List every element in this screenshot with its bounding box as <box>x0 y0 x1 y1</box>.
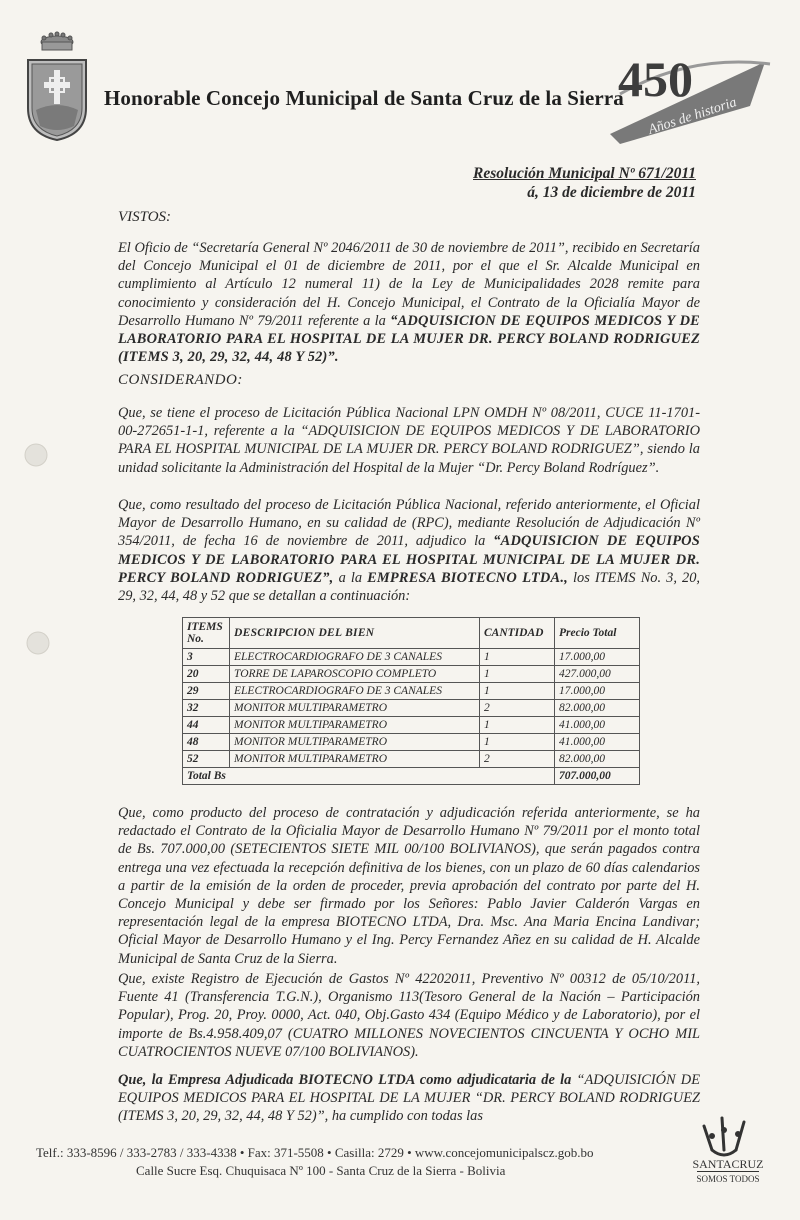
column-header-total-price: Precio Total <box>555 618 640 649</box>
table-row: 3 ELECTROCARDIOGRAFO DE 3 CANALES 1 17.000,00 <box>183 649 640 666</box>
council-title: Honorable Concejo Municipal de Santa Cruz de la Sierra <box>104 86 624 110</box>
considerando-heading: CONSIDERANDO: <box>118 372 243 388</box>
anniversary-text: Años de historia <box>646 95 739 138</box>
table-row: 20 TORRE DE LAPAROSCOPIO COMPLETO 1 427.000,00 <box>183 666 640 683</box>
vistos-heading: VISTOS: <box>118 209 172 225</box>
considerando-paragraph-4: Que, existe Registro de Ejecución de Gastos Nº 42202011, Preventivo Nº 00312 de 05/10/2011, Fuente 41 (Transferencia T.G.N.), Organismo 113(Tesoro General de la Nación – Participación Popular), Prog. 20, Proy. 0000, Act. 040, Obj.Gasto 434 (Equipo Médico y de Laboratorio), por el importe de Bs.4.958.409,07 (CUATRO MILLONES NOVECIENTOS CINCUENTA Y OCHO MIL CUATROCIENTOS NUEVE 07/100 BOLIVIANOS). <box>118 971 700 1060</box>
total-value: 707.000,00 <box>555 768 640 785</box>
vistos-paragraph: El Oficio de “Secretaría General Nº 2046/2011 de 30 de noviembre de 2011”, recibido en Secretaría del Concejo Municipal el 01 de diciembre de 2011, por el que el Sr. Alcalde Municipal en cumplimiento al Artículo 12 numeral 11) de la Ley de Municipalidades 2028 remite para conocimiento y consideración del H. Concejo Municipal, el Contrato de la Oficialía Mayor de Desarrollo Humano Nº 79/2011 referente a la “ADQUISICION DE EQUIPOS MEDICOS Y DE LABORATORIO PARA EL HOSPITAL DE LA MUJER DR. PERCY BOLAND RODRIGUEZ (ITEMS 3, 20, 29, 32, 44, 48 Y 52)”. <box>118 240 700 366</box>
punch-hole-mark-icon <box>24 628 52 658</box>
considerando-paragraph-2: Que, como resultado del proceso de Licitación Pública Nacional, referido anteriormente, el Oficial Mayor de Desarrollo Humano, en su calidad de (RPC), mediante Resolución de Adjudicación Nº 354/2011, de fecha 16 de noviembre de 2011, adjudico la “ADQUISICION DE EQUIPOS MEDICOS Y DE LABORATORIO PARA EL HOSPITAL MUNICIPAL DE LA MUJER DR. PERCY BOLAND RODRIGUEZ”, a la EMPRESA BIOTECNO LTDA., los ITEMS No. 3, 20, 29, 32, 44, 48 y 52 que se detallan a continuación: <box>118 497 700 605</box>
anniversary-450-logo <box>600 34 775 144</box>
table-row: 29 ELECTROCARDIOGRAFO DE 3 CANALES 1 17.000,00 <box>183 683 640 700</box>
footer-contact <box>36 1144 593 1180</box>
resolution-block <box>473 164 696 202</box>
table-row: 52 MONITOR MULTIPARAMETRO 2 82.000,00 <box>183 751 640 768</box>
considerando-paragraph-3: Que, como producto del proceso de contratación y adjudicación referida anteriormente, se ha redactado el Contrato de la Oficialia Mayor de Desarrollo Humano Nº 79/2011 por el monto total de Bs. 707.000,00 (SETECIENTOS SIETE MIL 00/100 BOLIVIANOS), que serán pagados contra entrega una vez efectuada la recepción definitiva de los bienes, con un plazo de 60 días calendarios a partir de la emisión de la orden de proceder, previa aprobación del contrato por parte del H. Concejo Municipal y debe ser firmado por los Señores: Pablo Javier Calderón Vargas en representación legal de la empresa BIOTECNO LTDA, Dra. Msc. Ana Maria Encina Landivar; Oficial Mayor de Desarrollo Humano y el Ing. Percy Fernandez Añez en su calidad de H. Alcalde Municipal de Santa Cruz de la Sierra. <box>118 805 700 967</box>
column-header-items: ITEMS No. <box>183 618 230 649</box>
table-row: 32 MONITOR MULTIPARAMETRO 2 82.000,00 <box>183 700 640 717</box>
considerando-paragraph-1: Que, se tiene el proceso de Licitación Pública Nacional LPN OMDH Nº 08/2011, CUCE 11-1701-00-272651-1-1, referente a la “ADQUISICION DE EQUIPOS MEDICOS Y DE LABORATORIO PARA EL HOSPITAL MUNICIPAL DE LA MUJER DR. PERCY BOLAND RODRIGUEZ”, siendo la unidad solicitante la Administración del Hospital de la Mujer “Dr. Percy Boland Rodríguez”. <box>118 405 700 476</box>
total-label: Total Bs <box>183 768 555 785</box>
considerando-paragraph-5: Que, la Empresa Adjudicada BIOTECNO LTDA como adjudicataria de la “ADQUISICIÓN DE EQUIPOS MEDICOS PARA EL HOSPITAL DE LA MUJER “DR. PERCY BOLAND RODRIGUEZ (ITEMS 3, 20, 29, 32, 44, 48 Y 52)”, ha cumplido con todas las <box>118 1072 700 1125</box>
table-header-row <box>183 618 640 649</box>
santa-cruz-logo-text: SANTACRUZ SOMOS TODOS <box>692 1157 764 1184</box>
resolution-date: á, 13 de diciembre de 2011 <box>527 184 696 201</box>
column-header-quantity: CANTIDAD <box>480 618 555 649</box>
table-row: 44 MONITOR MULTIPARAMETRO 1 41.000,00 <box>183 717 640 734</box>
resolution-number: Resolución Municipal Nº 671/2011 <box>473 165 696 182</box>
anniversary-number: 450 <box>618 51 693 107</box>
footer-address-line: Calle Sucre Esq. Chuquisaca Nº 100 - Santa Cruz de la Sierra - Bolivia <box>136 1163 506 1178</box>
column-header-description: DESCRIPCION DEL BIEN <box>230 618 480 649</box>
table-row: 48 MONITOR MULTIPARAMETRO 1 41.000,00 <box>183 734 640 751</box>
punch-hole-mark-icon <box>22 440 50 470</box>
footer-contact-line: Telf.: 333-8596 / 333-2783 / 333-4338 • Fax: 371-5508 • Casilla: 2729 • www.concejomunicipalscz.gob.bo <box>36 1145 594 1160</box>
municipal-crest-icon <box>22 30 92 142</box>
table-total-row <box>183 768 640 785</box>
items-table <box>182 617 640 785</box>
